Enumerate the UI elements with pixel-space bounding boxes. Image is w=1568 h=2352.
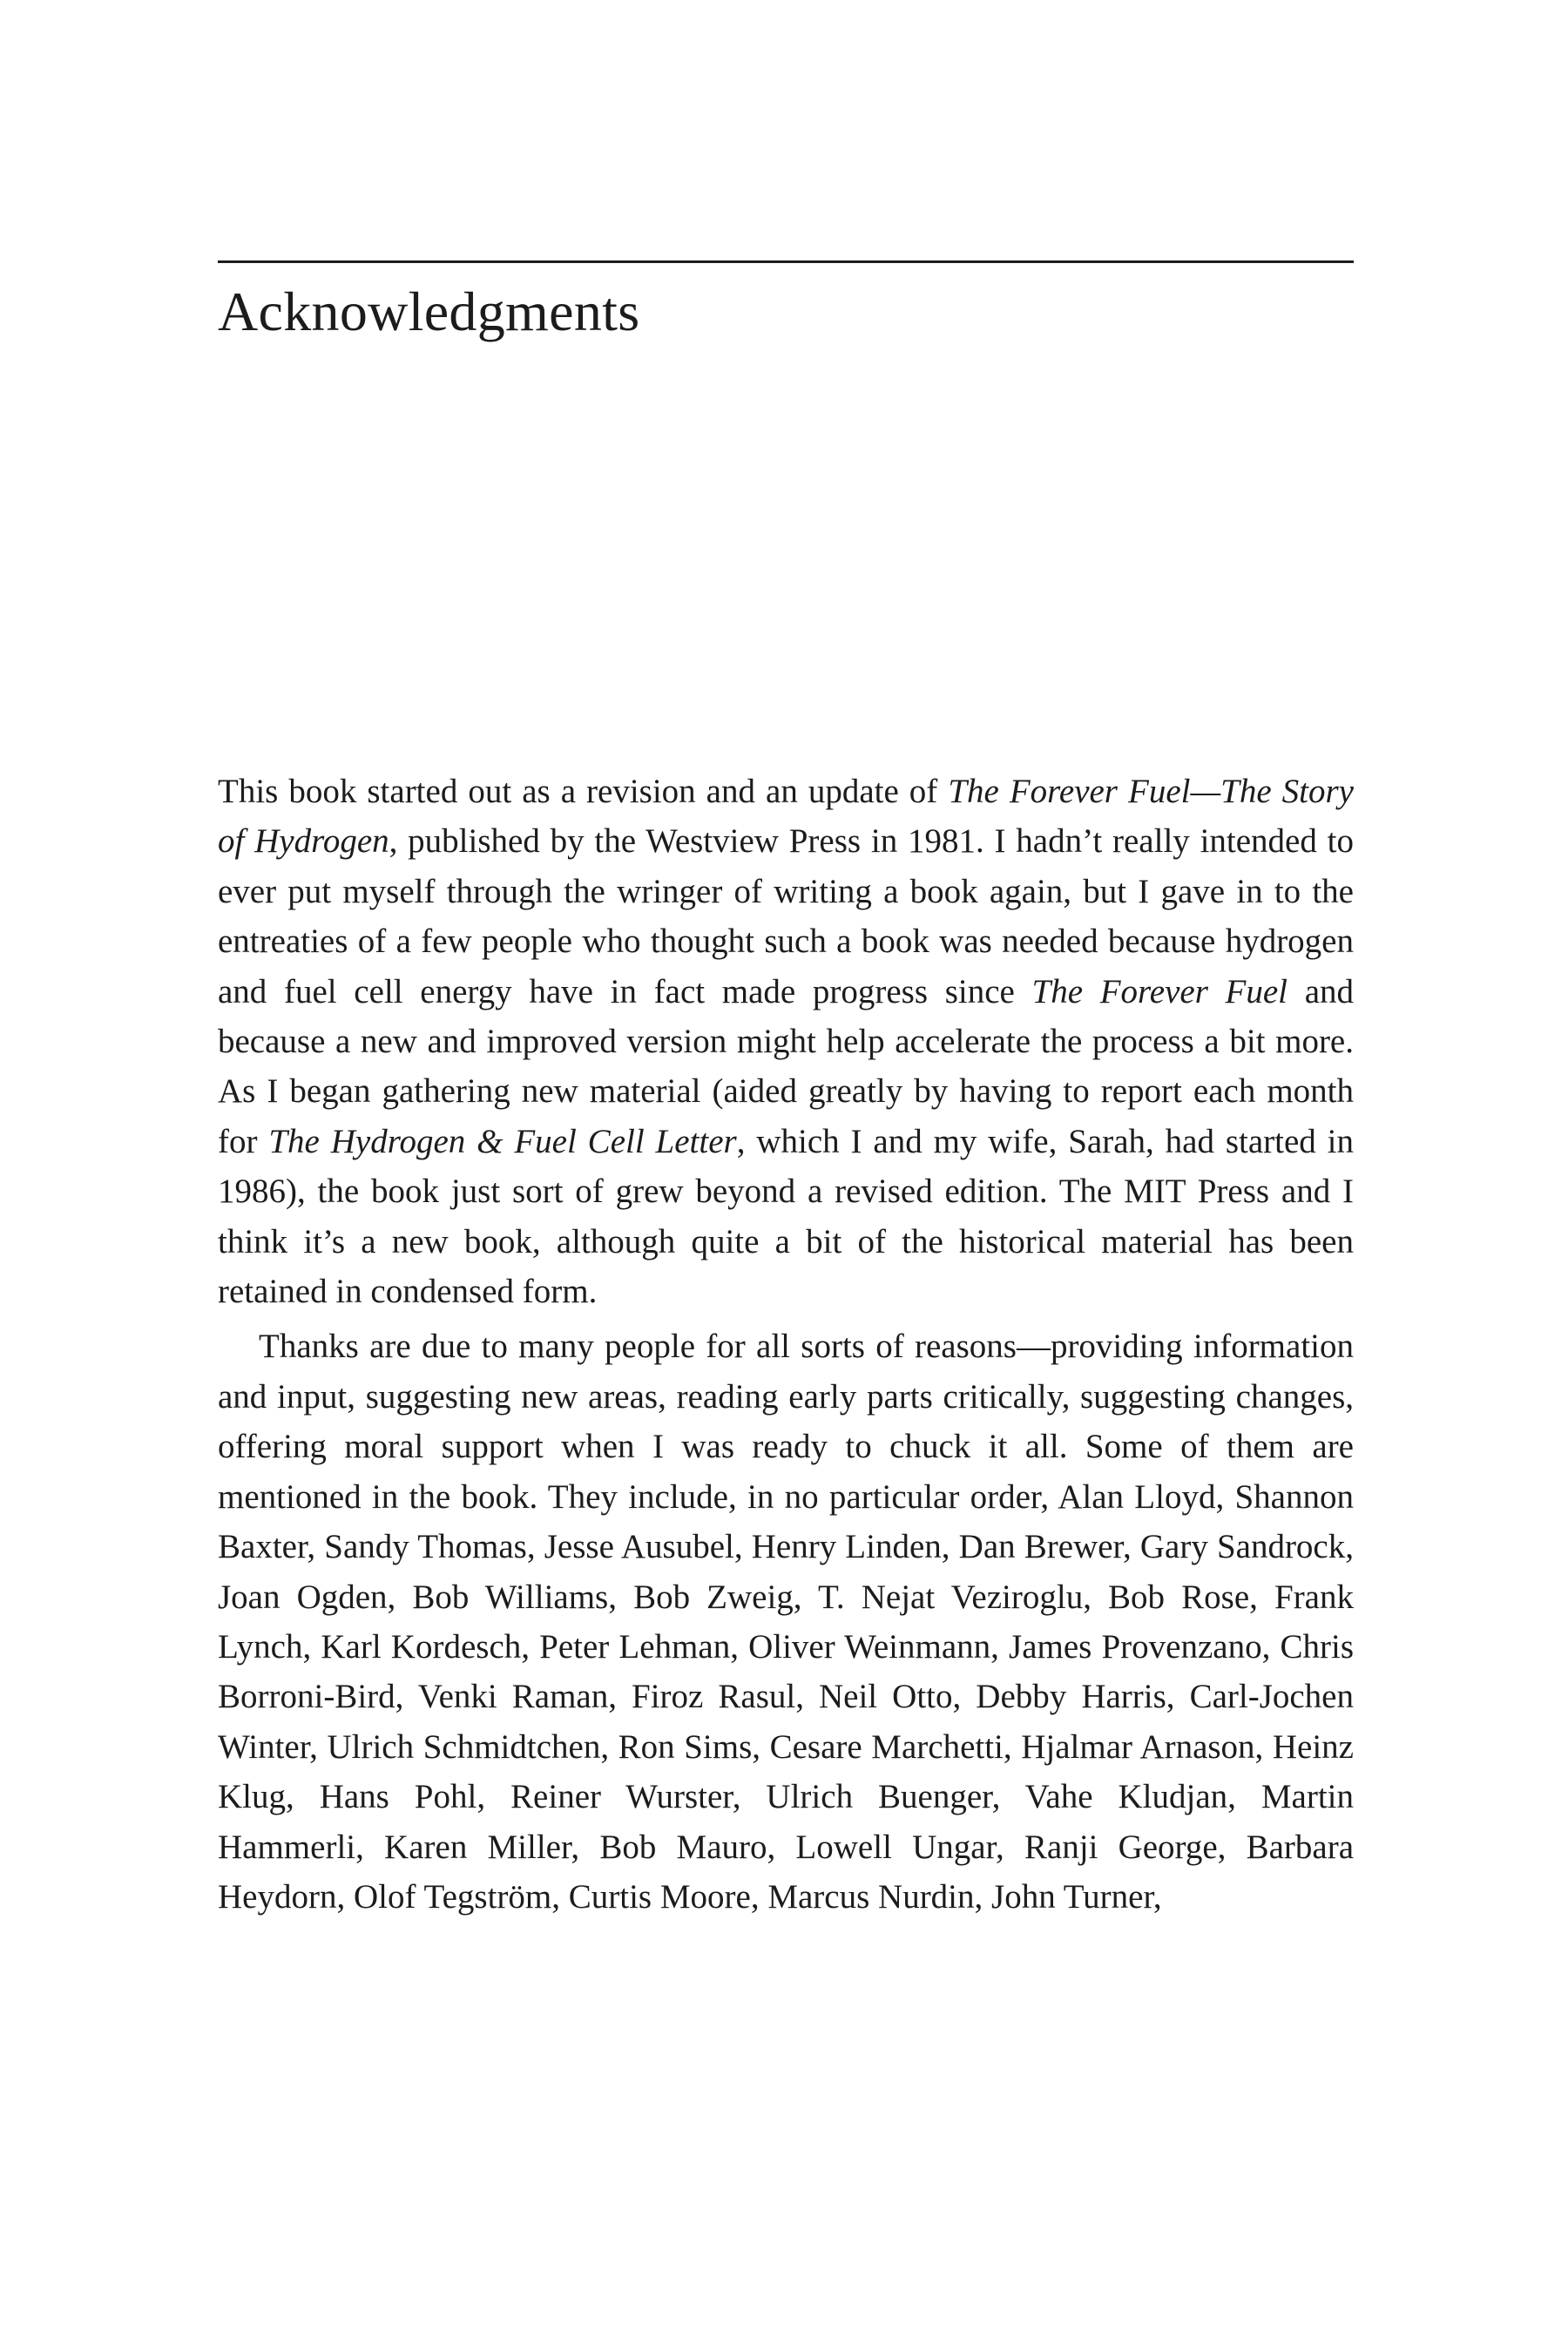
page-title: Acknowledgments (218, 280, 640, 342)
book-title-forever-fuel: The Forever Fuel (1031, 972, 1288, 1010)
paragraph-intro (218, 767, 1354, 1316)
chapter-rule (218, 260, 1354, 263)
paragraph-thanks: Thanks are due to many people for all sorts of reasons—providing information and input, suggesting new areas, reading early parts critically, suggesting changes, offering moral support when I was ready to chuck it all. Some of them are mentioned in the book. They include, in no particular order, Alan Lloyd, Shannon Baxter, Sandy Thomas, Jesse Ausubel, Henry Linden, Dan Brewer, Gary Sandrock, Joan Ogden, Bob Williams, Bob Zweig, T. Nejat Veziroglu, Bob Rose, Frank Lynch, Karl Kordesch, Peter Lehman, Oliver Weinmann, James Provenzano, Chris Borroni-Bird, Venki Raman, Firoz Rasul, Neil Otto, Debby Harris, Carl-Jochen Winter, Ulrich Schmidtchen, Ron Sims, Cesare Marchetti, Hjalmar Arnason, Heinz Klug, Hans Pohl, Reiner Wurster, Ulrich Buenger, Vahe Kludjan, Martin Hammerli, Karen Miller, Bob Mauro, Lowell Ungar, Ranji George, Barbara Heydorn, Olof Tegström, Curtis Moore, Marcus Nurdin, John Turner, (218, 1328, 1354, 1916)
paragraph-intro-text-1: This book started out as a revision and an update of (218, 773, 949, 810)
paragraph-intro-text-2: , published by the Westview Press in 1981. I hadn’t really intended to ever put myself through the wringer of writing a book again, but I gave in to the entreaties of a few people who thought such a book was needed because hydrogen and fuel cell energy have in fact made progress since (218, 822, 1354, 1010)
body-text (218, 767, 1354, 1922)
newsletter-title: The Hydrogen & Fuel Cell Letter (268, 1122, 737, 1160)
paragraph-intro-text-3: and because a new and improved version might help accelerate the process a bit more. As I began gathering new material (aided greatly by having to report each month for (218, 972, 1355, 1160)
paragraph-intro-text-4: , which I and my wife, Sarah, had started in 1986), the book just sort of grew beyond a revised edition. The MIT Press and I think it’s a new book, although quite a bit of the historical material has been retained in condensed form. (218, 1122, 1354, 1311)
book-title-forever-fuel-story: The Forever Fuel—The Story of Hydrogen (218, 773, 1354, 861)
